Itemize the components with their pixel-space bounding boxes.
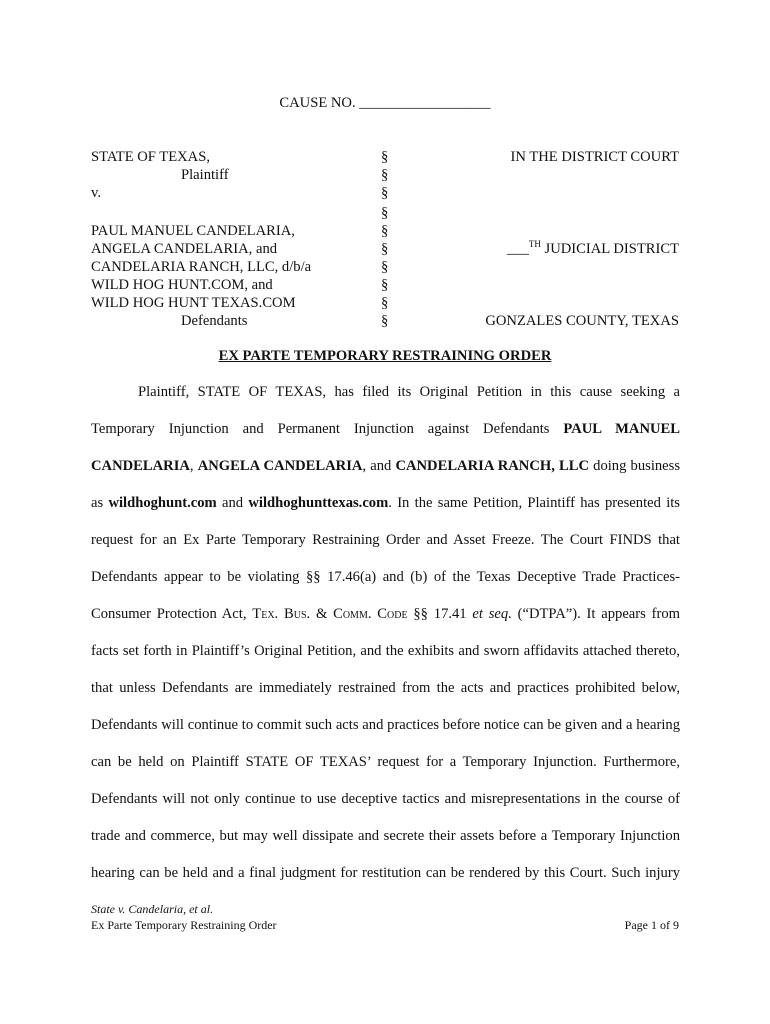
caption-defendant-line: WILD HOG HUNT TEXAS.COM — [91, 295, 296, 311]
footer-document-name: Ex Parte Temporary Restraining Order — [91, 918, 277, 932]
code-citation: Tex. Bus. & Comm. Code — [252, 606, 408, 622]
defendant-name: ANGELA CANDELARIA — [197, 458, 363, 474]
defendant-name: CANDELARIA RANCH, LLC — [395, 458, 590, 474]
body-line: Defendants appear to be violating §§ 17.46(a) and (b) of the Texas Deceptive Trade Practices- — [91, 569, 680, 585]
body-text: §§ 17.41 — [407, 606, 473, 622]
body-text: Consumer Protection Act, — [91, 606, 253, 622]
section-symbol: § — [381, 241, 389, 257]
district-label: JUDICIAL DISTRICT — [540, 241, 679, 257]
et-seq: et seq. — [472, 606, 512, 622]
judicial-district — [507, 240, 679, 258]
caption-defendant-line: PAUL MANUEL CANDELARIA, — [91, 223, 295, 239]
section-symbol: § — [381, 205, 389, 221]
section-symbol: § — [381, 277, 389, 293]
district-number-blank: ___ — [507, 241, 529, 257]
footer-case-name-text: State v. Candelaria, et al. — [91, 902, 214, 916]
body-text: doing business — [589, 458, 681, 474]
body-line — [91, 457, 680, 475]
body-text: . In the same Petition, Plaintiff has presented its — [388, 495, 680, 511]
district-ordinal-suffix: TH — [528, 239, 541, 249]
body-line: that unless Defendants are immediately restrained from the acts and practices prohibited below, — [91, 680, 680, 696]
caption-defendant-line: WILD HOG HUNT.COM, and — [91, 277, 273, 293]
body-text: , and — [362, 458, 396, 474]
document-title: EX PARTE TEMPORARY RESTRAINING ORDER — [218, 348, 552, 364]
body-text: (“DTPA”). It appears from — [511, 606, 680, 622]
caption-defendant-line: ANGELA CANDELARIA, and — [91, 241, 278, 257]
page-number: Page 1 of 9 — [624, 918, 679, 932]
body-line: facts set forth in Plaintiff’s Original Petition, and the exhibits and sworn affidavits attached thereto, — [91, 643, 680, 659]
defendant-name: PAUL MANUEL — [563, 421, 680, 437]
body-text: , — [189, 458, 198, 474]
section-symbol: § — [381, 259, 389, 275]
body-text: as — [91, 495, 109, 511]
body-line: trade and commerce, but may well dissipate and secrete their assets before a Temporary Injunction — [91, 828, 680, 844]
body-line: Defendants will not only continue to use deceptive tactics and misrepresentations in the course of — [91, 791, 680, 807]
body-line — [91, 494, 680, 512]
section-symbol: § — [381, 295, 389, 311]
caption-defendant-role: Defendants — [181, 313, 248, 329]
caption-plaintiff-role: Plaintiff — [181, 167, 229, 183]
caption-defendant-line: CANDELARIA RANCH, LLC, d/b/a — [91, 259, 312, 275]
website-name: wildhoghunt.com — [108, 495, 217, 511]
body-line — [91, 420, 680, 438]
body-line: Defendants will continue to commit such acts and practices before notice can be given and a hearing — [91, 717, 680, 733]
court-name: IN THE DISTRICT COURT — [510, 149, 679, 165]
body-text: and — [216, 495, 249, 511]
body-line: hearing can be held and a final judgment for restitution can be rendered by this Court. Such injury — [91, 865, 680, 881]
county-name: GONZALES COUNTY, TEXAS — [485, 313, 679, 329]
cause-number: CAUSE NO. __________________ — [279, 95, 491, 111]
section-symbol: § — [381, 223, 389, 239]
section-symbol: § — [381, 313, 389, 329]
body-line: Plaintiff, STATE OF TEXAS, has filed its Original Petition in this cause seeking a — [138, 384, 680, 400]
website-name: wildhoghunttexas.com — [248, 495, 389, 511]
footer-case-name — [91, 902, 213, 917]
defendant-name: CANDELARIA — [91, 458, 190, 474]
body-line: request for an Ex Parte Temporary Restraining Order and Asset Freeze. The Court FINDS that — [91, 532, 680, 548]
section-symbol: § — [381, 185, 389, 201]
body-line — [91, 605, 680, 623]
body-line: can be held on Plaintiff STATE OF TEXAS’ request for a Temporary Injunction. Furthermore, — [91, 754, 680, 770]
body-text: Temporary Injunction and Permanent Injunction against Defendants — [91, 421, 564, 437]
section-symbol: § — [381, 149, 389, 165]
caption-versus: v. — [91, 185, 101, 201]
section-symbol: § — [381, 167, 389, 183]
caption-plaintiff-name: STATE OF TEXAS, — [91, 149, 210, 165]
